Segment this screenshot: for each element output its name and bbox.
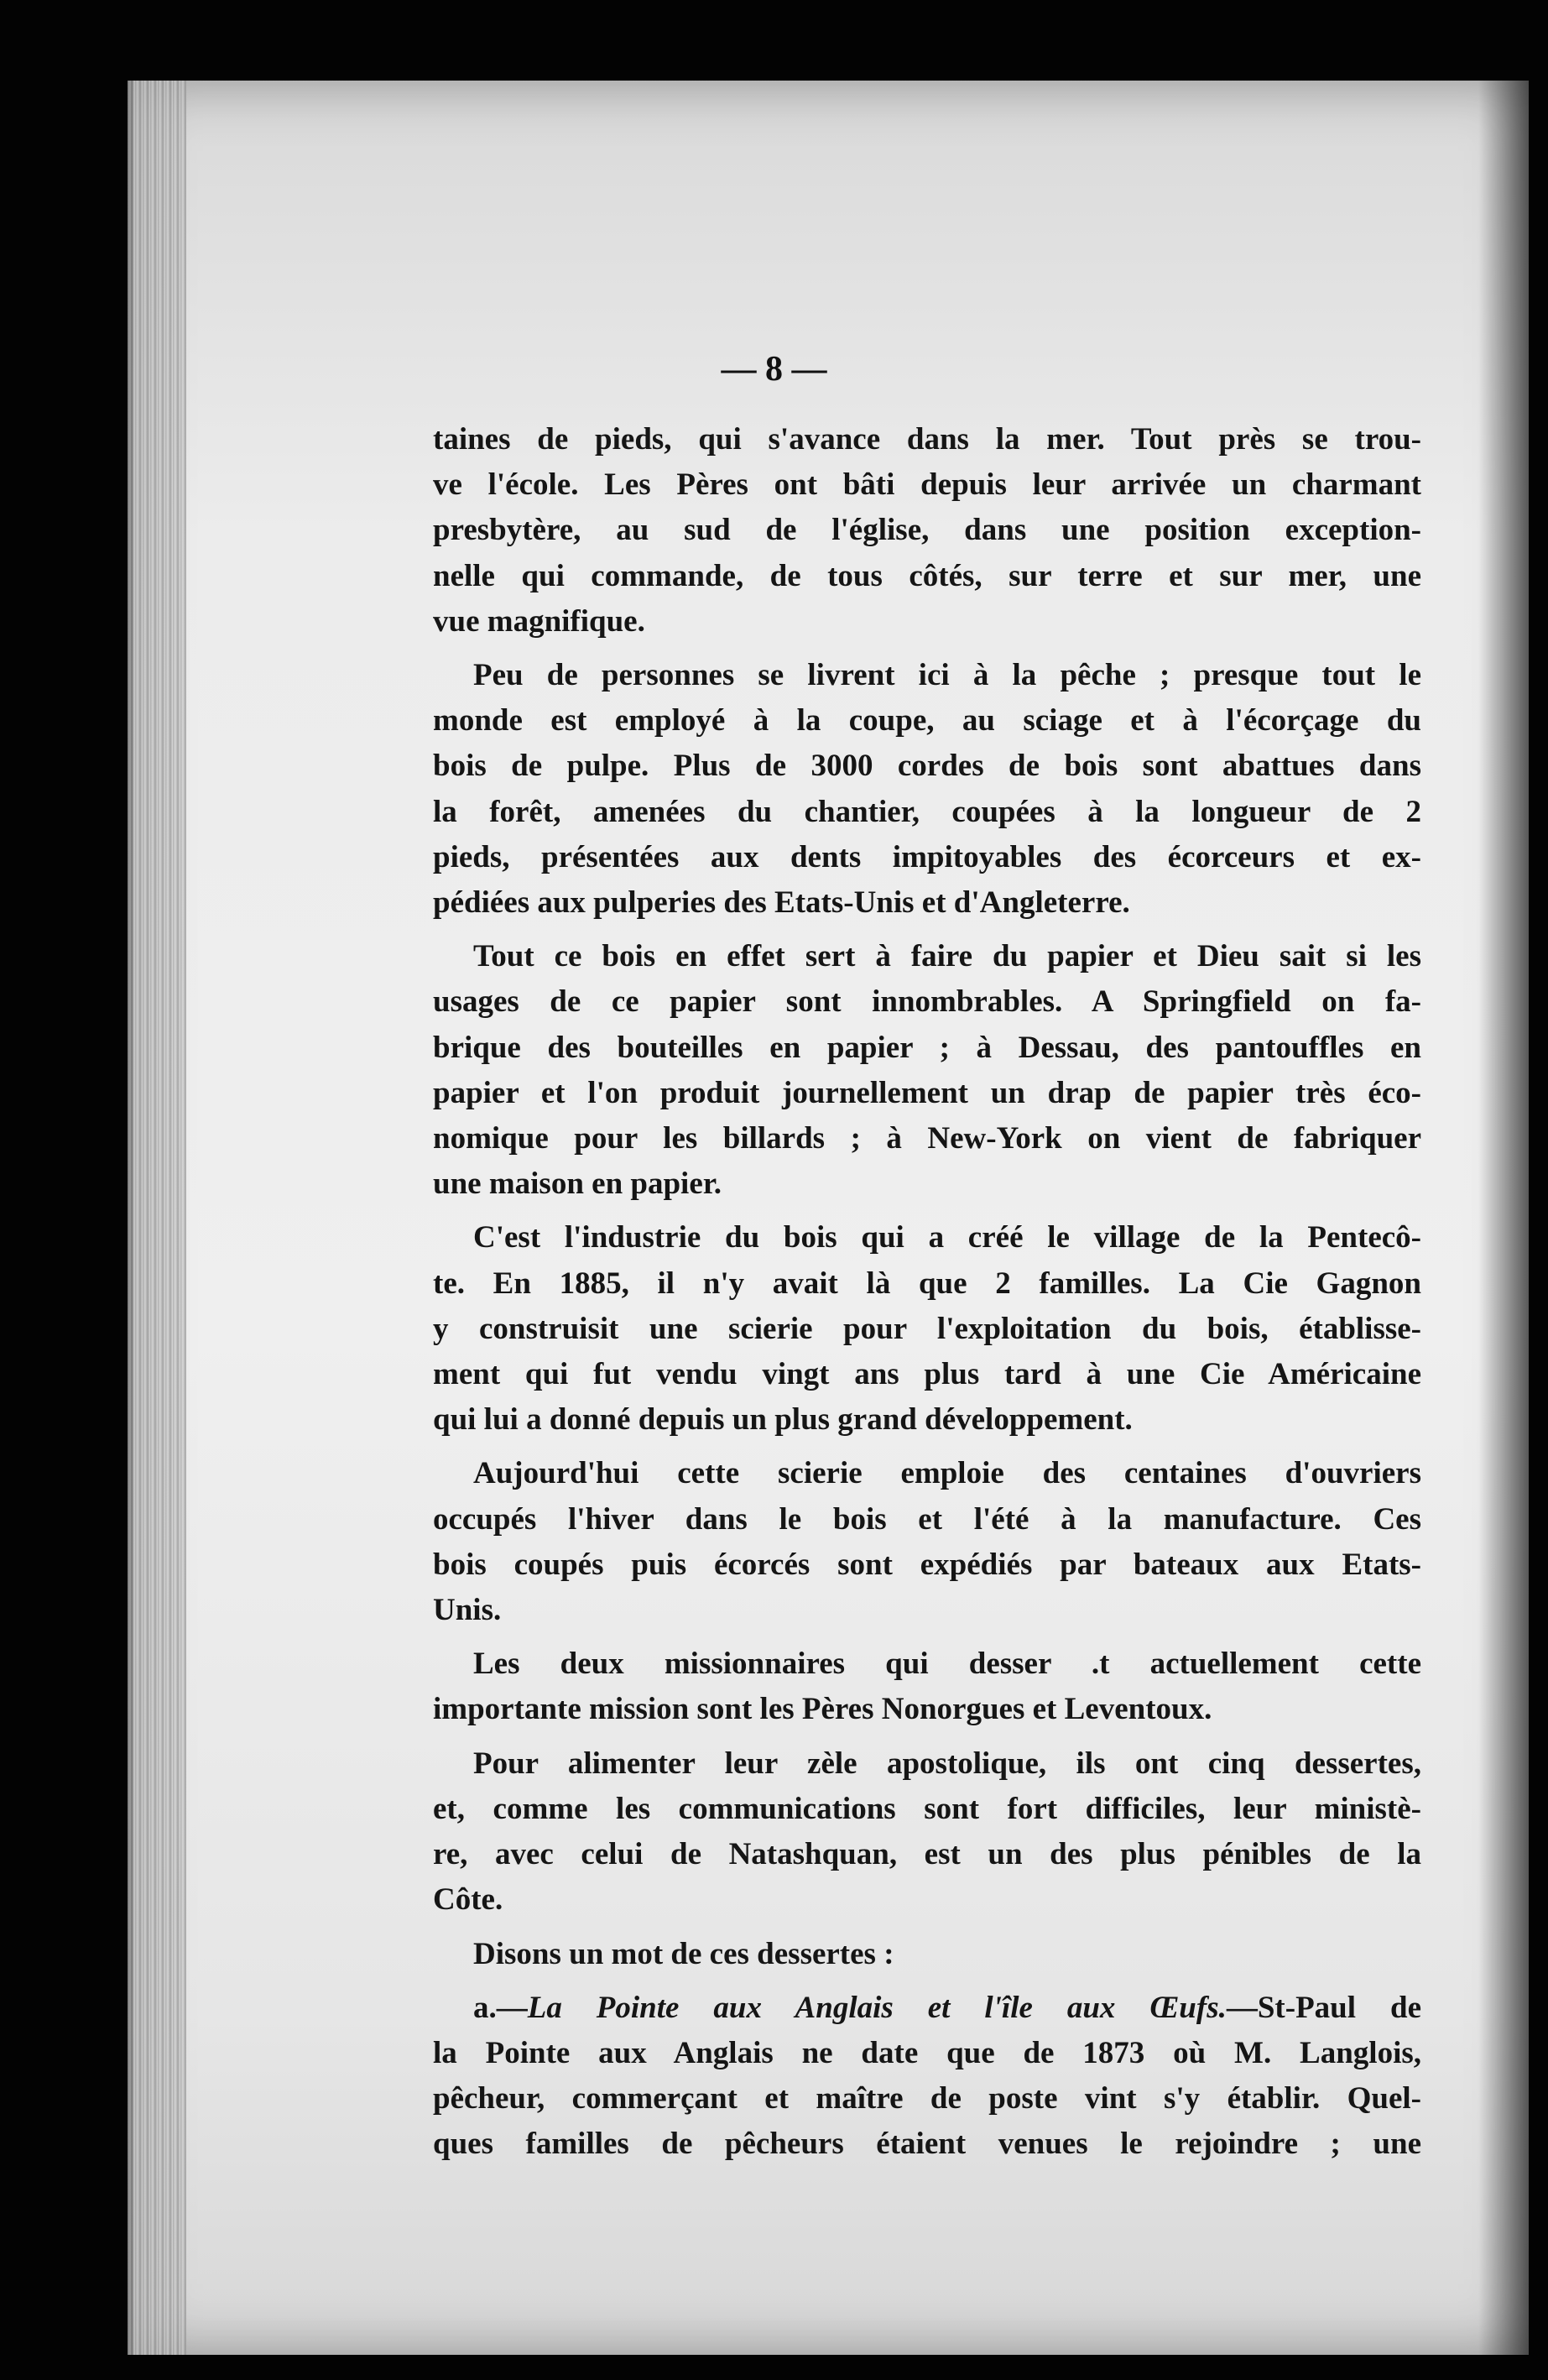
text-line: nomique pour les billards ; à New-York on vient de fabriquer (433, 1121, 1421, 1156)
section-heading-line (433, 1986, 1421, 2031)
text-line: brique des bouteilles en papier ; à Dessau, des pantouffles en (433, 1030, 1421, 1065)
page-number: — 8 — (721, 350, 827, 389)
text-line: taines de pieds, qui s'avance dans la mer. Tout près se trou- (433, 422, 1421, 457)
text-line: ques familles de pêcheurs étaient venues le rejoindre ; une (433, 2127, 1421, 2162)
text-line: C'est l'industrie du bois qui a créé le village de la Pentecô- (473, 1220, 1421, 1255)
section-title: La Pointe aux Anglais et l'île aux Œufs. (527, 1990, 1227, 2025)
text-line: Disons un mot de ces dessertes : (473, 1936, 894, 1971)
paragraph-1 (433, 417, 1421, 645)
text-line: Côte. (433, 1882, 503, 1918)
text-line: vue magnifique. (433, 603, 645, 639)
body-text (433, 417, 1421, 2176)
text-line: Tout ce bois en effet sert à faire du papier et Dieu sait si les (473, 939, 1421, 974)
text-line: Aujourd'hui cette scierie emploie des centaines d'ouvriers (473, 1456, 1421, 1491)
text-line: te. En 1885, il n'y avait là que 2 familles. La Cie Gagnon (433, 1266, 1421, 1301)
text-line: importante mission sont les Pères Nonorgues et Leventoux. (433, 1692, 1212, 1727)
text-line: monde est employé à la coupe, au sciage et à l'écorçage du (433, 703, 1421, 739)
text-line: nelle qui commande, de tous côtés, sur terre et sur mer, une (433, 558, 1421, 593)
paragraph-8 (433, 1932, 1421, 1977)
text-fragment: —St-Paul de (1226, 1990, 1421, 2025)
text-line: pieds, présentées aux dents impitoyables des écorceurs et ex- (433, 839, 1421, 874)
paragraph-4 (433, 1215, 1421, 1443)
text-line: re, avec celui de Natashquan, est un des plus pénibles de la (433, 1837, 1421, 1872)
paragraph-7 (433, 1741, 1421, 1923)
text-line: Pour alimenter leur zèle apostolique, ils ont cinq dessertes, (473, 1746, 1421, 1781)
book-binding-edge (128, 81, 186, 2355)
text-line: bois de pulpe. Plus de 3000 cordes de bois sont abattues dans (433, 749, 1421, 784)
text-line: la Pointe aux Anglais ne date que de 1873 où M. Langlois, (433, 2035, 1421, 2070)
text-line: bois coupés puis écorcés sont expédiés par bateaux aux Etats- (433, 1547, 1421, 1582)
text-line: Les deux missionnaires qui desser .t actuellement cette (473, 1647, 1421, 1682)
text-line: y construisit une scierie pour l'exploitation du bois, établisse- (433, 1311, 1421, 1346)
paragraph-9 (433, 1986, 1421, 2168)
paragraph-3 (433, 934, 1421, 1207)
text-line: pêcheur, commerçant et maître de poste vint s'y établir. Quel- (433, 2081, 1421, 2116)
paragraph-6 (433, 1641, 1421, 1732)
text-line: papier et l'on produit journellement un drap de papier très éco- (433, 1075, 1421, 1110)
text-line: presbytère, au sud de l'église, dans une position exception- (433, 513, 1421, 548)
text-line: une maison en papier. (433, 1167, 722, 1202)
paragraph-2 (433, 653, 1421, 926)
text-line: qui lui a donné depuis un plus grand développement. (433, 1402, 1133, 1438)
text-line: Peu de personnes se livrent ici à la pêche ; presque tout le (473, 658, 1421, 693)
text-line: pédiées aux pulperies des Etats-Unis et d'Angleterre. (433, 885, 1130, 921)
text-line: usages de ce papier sont innombrables. A Springfield on fa- (433, 984, 1421, 1020)
text-line: ment qui fut vendu vingt ans plus tard à une Cie Américaine (433, 1357, 1421, 1392)
text-line: la forêt, amenées du chantier, coupées à la longueur de 2 (433, 794, 1421, 829)
paragraph-5 (433, 1451, 1421, 1633)
text-line: et, comme les communications sont fort difficiles, leur ministè- (433, 1791, 1421, 1826)
text-line: Unis. (433, 1593, 502, 1628)
text-line: occupés l'hiver dans le bois et l'été à la manufacture. Ces (433, 1501, 1421, 1537)
item-prefix: a.— (473, 1990, 528, 2025)
text-line: ve l'école. Les Pères ont bâti depuis leur arrivée un charmant (433, 467, 1421, 503)
